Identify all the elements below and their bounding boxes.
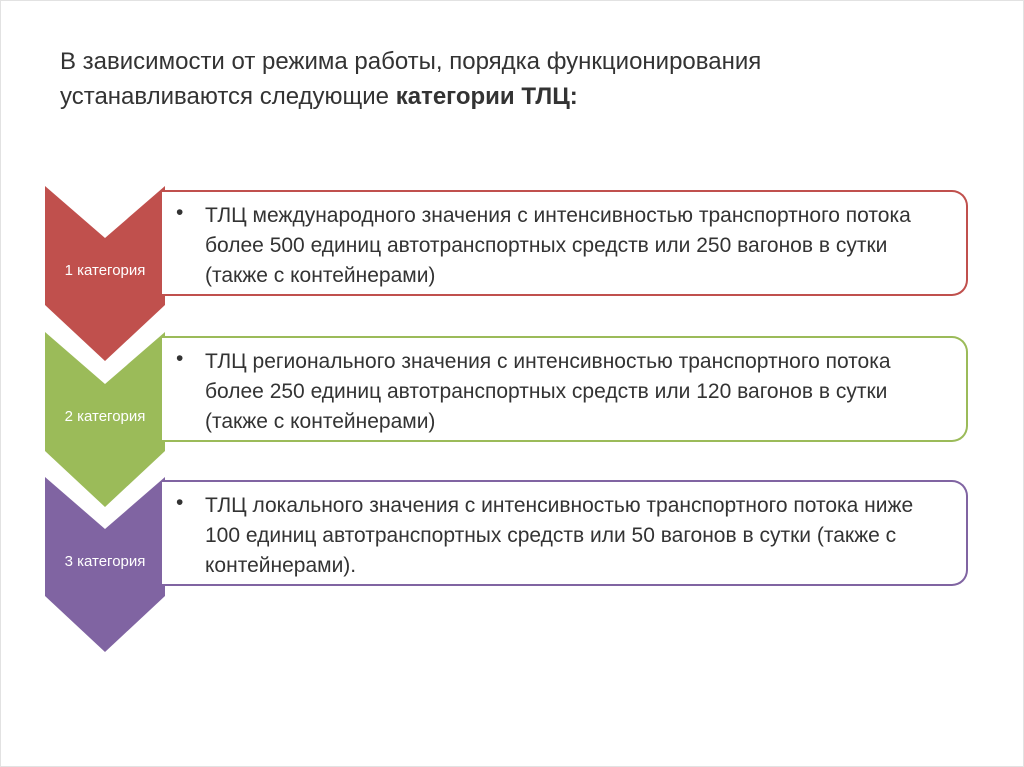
category-3-chevron [45, 477, 165, 652]
title-line-1: В зависимости от режима работы, порядка функционирования [60, 48, 762, 75]
title-line-2-prefix: устанавливаются следующие [60, 83, 396, 110]
category-1-bullet: • [176, 201, 184, 224]
category-2-text: ТЛЦ регионального значения с интенсивностью транспортного потока более 250 единиц автотранспортных средств или 120 вагонов в сутки (также с контейнерами) [205, 350, 891, 433]
category-2-box [162, 336, 968, 442]
title-line-2-bold: категории ТЛЦ: [395, 83, 578, 110]
category-1-label: 1 категория [64, 262, 146, 279]
category-1-box [162, 190, 968, 296]
category-2-label: 2 категория [64, 408, 146, 425]
category-3-label: 3 категория [64, 553, 146, 570]
category-3-text: ТЛЦ локального значения с интенсивностью транспортного потока ниже 100 единиц автотранспортных средств или 50 вагонов в сутки (также с контейнерами). [205, 494, 914, 577]
category-3-bullet: • [176, 491, 184, 514]
category-1-text: ТЛЦ международного значения с интенсивностью транспортного потока более 500 единиц автотранспортных средств или 250 вагонов в сутки (также с контейнерами) [205, 204, 911, 287]
category-3-box [162, 480, 968, 586]
category-2-bullet: • [176, 347, 184, 370]
slide-title [60, 44, 960, 114]
